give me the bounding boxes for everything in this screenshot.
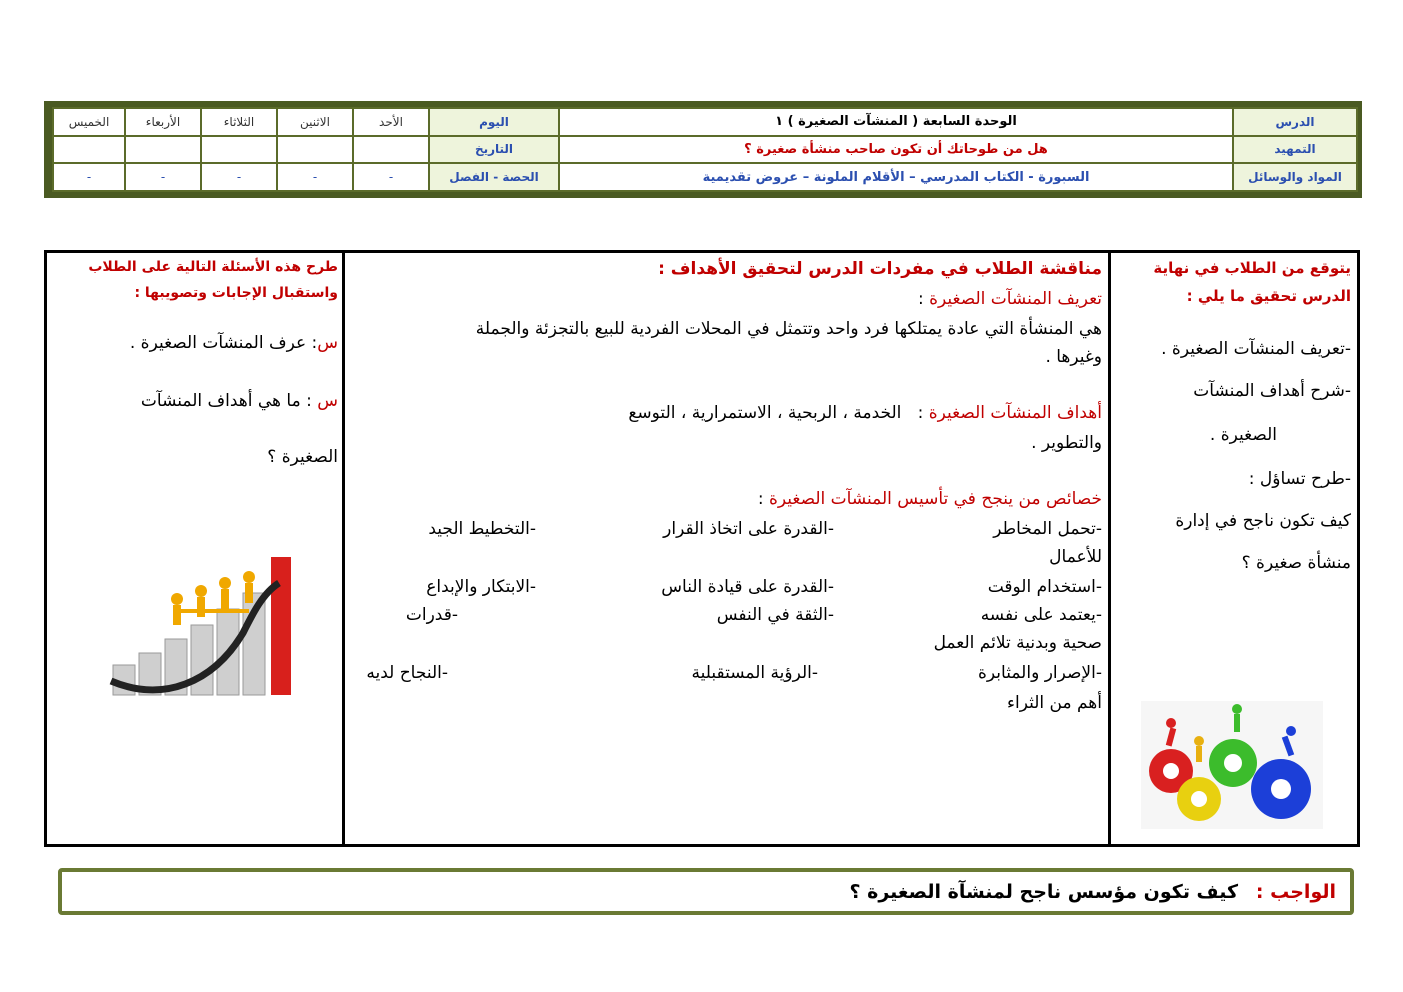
question-mark: س xyxy=(317,333,338,353)
question-1-text: : عرف المنشآت الصغيرة . xyxy=(129,333,318,353)
date-cell-3 xyxy=(201,136,277,164)
trait-item: -الابتكار والإبداع xyxy=(426,577,536,597)
objective-item-3-end: منشأة صغيرة ؟ xyxy=(1241,553,1351,573)
trait-item: -القدرة على اتخاذ القرار xyxy=(663,519,834,539)
questions-column xyxy=(47,253,345,844)
objective-item-2: -شرح أهداف المنشآت xyxy=(1193,381,1351,401)
tools-value: السبورة - الكتاب المدرسي – الأقلام الملونة – عروض تقديمية xyxy=(559,163,1233,191)
objective-item-1: -تعريف المنشآت الصغيرة . xyxy=(1161,339,1351,359)
trait-item: -يعتمد على نفسه xyxy=(980,605,1102,625)
lesson-value: الوحدة السابعة ( المنشآت الصغيرة ) ١ xyxy=(559,108,1233,136)
goals-label: أهداف المنشآت الصغيرة xyxy=(928,403,1102,423)
traits-heading xyxy=(758,489,1102,509)
day-wednesday: الأربعاء xyxy=(125,108,201,136)
definition-heading xyxy=(918,289,1102,309)
day-tuesday: الثلاثاء xyxy=(201,108,277,136)
objective-item-3: -طرح تساؤل : xyxy=(1248,469,1351,489)
tools-label: المواد والوسائل xyxy=(1233,163,1357,191)
trait-item: للأعمال xyxy=(1049,547,1102,567)
team-growth-chart-icon xyxy=(103,553,299,703)
goals-colon: : xyxy=(917,403,929,423)
day-sunday: الأحد xyxy=(353,108,429,136)
homework-question: كيف تكون مؤسس ناجح لمنشآة الصغيرة ؟ xyxy=(849,881,1238,903)
day-monday: الاثنين xyxy=(277,108,353,136)
trait-item: -قدرات xyxy=(405,605,458,625)
objectives-heading-1: يتوقع من الطلاب في نهاية xyxy=(1153,259,1351,277)
objectives-column xyxy=(1111,253,1357,844)
period-label: الحصة - الفصل xyxy=(429,163,559,191)
objectives-heading-2: الدرس تحقيق ما يلي : xyxy=(1186,287,1351,305)
discussion-heading: مناقشة الطلاب في مفردات الدرس لتحقيق الأهداف : xyxy=(658,259,1102,279)
definition-line-1: هي المنشأة التي عادة يمتلكها فرد واحد وتتمثل في المحلات الفردية للبيع بالتجزئة والجملة xyxy=(475,319,1102,339)
traits-label: خصائص من ينجح في تأسيس المنشآت الصغيرة xyxy=(769,489,1102,509)
period-cell-5: - xyxy=(53,163,125,191)
goals-heading xyxy=(628,403,1102,423)
trait-item: أهم من الثراء xyxy=(1007,693,1102,713)
trait-item: -القدرة على قيادة الناس xyxy=(661,577,834,597)
trait-item: -الثقة في النفس xyxy=(716,605,834,625)
trait-item: -التخطيط الجيد xyxy=(428,519,536,539)
definition-line-2: وغيرها . xyxy=(1045,347,1102,367)
question-mark: س xyxy=(317,391,338,411)
gears-teamwork-icon xyxy=(1141,701,1323,829)
lesson-body xyxy=(44,250,1360,847)
trait-item: -الإصرار والمثابرة xyxy=(978,663,1102,683)
period-cell-1: - xyxy=(353,163,429,191)
goals-line-2: والتطوير . xyxy=(1031,433,1102,453)
period-cell-4: - xyxy=(125,163,201,191)
questions-heading-2: واستقبال الإجابات وتصويبها : xyxy=(134,285,338,301)
day-label: اليوم xyxy=(429,108,559,136)
question-2-text: : ما هي أهداف المنشآت xyxy=(140,391,318,411)
trait-item: صحية وبدنية تلائم العمل xyxy=(933,633,1102,653)
question-1 xyxy=(130,333,338,353)
objective-item-3-cont: كيف تكون ناجح في إدارة xyxy=(1175,511,1351,531)
trait-item: -الرؤية المستقبلية xyxy=(691,663,818,683)
date-cell-5 xyxy=(53,136,125,164)
definition-label: تعريف المنشآت الصغيرة xyxy=(929,289,1102,309)
lesson-label: الدرس xyxy=(1233,108,1357,136)
trait-item: -تحمل المخاطر xyxy=(993,519,1102,539)
questions-heading-1: طرح هذه الأسئلة التالية على الطلاب xyxy=(88,259,338,275)
period-cell-2: - xyxy=(277,163,353,191)
date-cell-2 xyxy=(277,136,353,164)
intro-label: التمهيد xyxy=(1233,136,1357,164)
homework-label: الواجب : xyxy=(1255,881,1336,903)
day-thursday: الخميس xyxy=(53,108,125,136)
homework-box xyxy=(58,868,1354,915)
objective-item-2-cont: الصغيرة . xyxy=(1209,425,1277,445)
date-label: التاريخ xyxy=(429,136,559,164)
trait-item: -النجاح لديه xyxy=(366,663,448,683)
date-cell-1 xyxy=(353,136,429,164)
question-2-cont: الصغيرة ؟ xyxy=(267,447,338,467)
question-2 xyxy=(141,391,338,411)
discussion-column xyxy=(345,253,1111,844)
date-cell-4 xyxy=(125,136,201,164)
intro-value: هل من طوحاتك أن تكون صاحب منشأة صغيرة ؟ xyxy=(559,136,1233,164)
trait-item: -استخدام الوقت xyxy=(987,577,1102,597)
period-cell-3: - xyxy=(201,163,277,191)
goals-line-1: الخدمة ، الربحية ، الاستمرارية ، التوسع xyxy=(628,403,902,423)
lesson-header-table xyxy=(44,101,1362,198)
traits-colon: : xyxy=(757,489,769,509)
definition-colon: : xyxy=(917,289,930,309)
